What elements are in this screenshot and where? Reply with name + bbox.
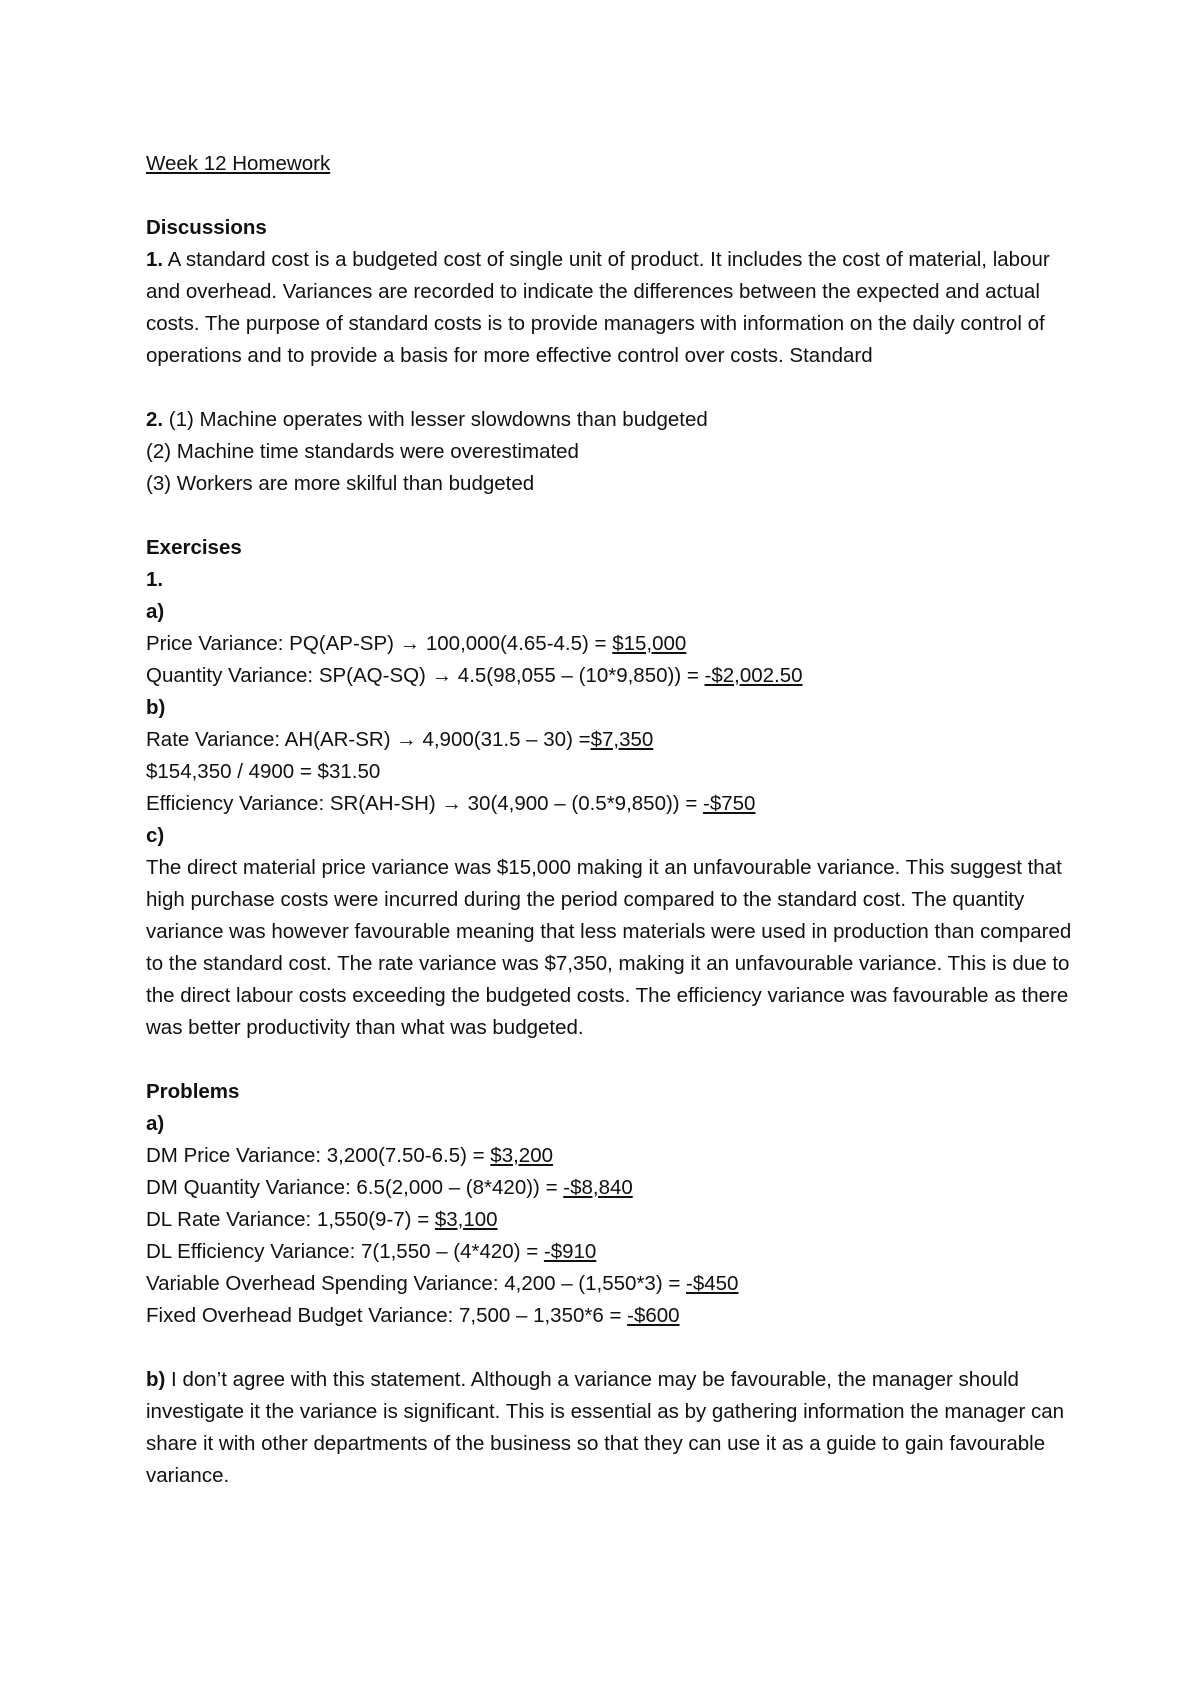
problem-row-text: DM Price Variance: 3,200(7.50-6.5) = bbox=[146, 1144, 491, 1167]
exercise-part-b-label: b) bbox=[146, 696, 166, 719]
problem-row-result: -$600 bbox=[627, 1304, 680, 1327]
problem-part-a-label: a) bbox=[146, 1112, 165, 1135]
discussion-2-line-1-text: (1) Machine operates with lesser slowdowns than budgeted bbox=[163, 408, 708, 431]
spacer bbox=[146, 500, 1076, 532]
problem-row-text: Fixed Overhead Budget Variance: 7,500 – 1,350*6 = bbox=[146, 1304, 628, 1327]
spacer bbox=[146, 372, 1076, 404]
efficiency-variance-line bbox=[146, 788, 1076, 820]
problem-row bbox=[146, 1236, 1076, 1268]
arrow-icon: → bbox=[441, 792, 462, 815]
exercise-part-a-label: a) bbox=[146, 600, 165, 623]
problem-row bbox=[146, 1140, 1076, 1172]
problem-row-text: DL Rate Variance: 1,550(9-7) = bbox=[146, 1208, 435, 1231]
exercises-heading: Exercises bbox=[146, 536, 242, 559]
document-page bbox=[146, 148, 1076, 1492]
problem-row bbox=[146, 1300, 1076, 1332]
price-variance-result: $15,000 bbox=[612, 632, 687, 655]
efficiency-variance-result: -$750 bbox=[703, 792, 756, 815]
rate-variance-line bbox=[146, 724, 1076, 756]
efficiency-variance-calc: 30(4,900 – (0.5*9,850)) = bbox=[461, 792, 703, 815]
problem-row-result: $3,200 bbox=[490, 1144, 553, 1167]
arrow-icon: → bbox=[396, 728, 417, 751]
title-text: Week 12 Homework bbox=[146, 152, 331, 175]
problem-row-result: -$910 bbox=[543, 1240, 597, 1263]
rate-variance-result: $7,350 bbox=[590, 728, 654, 751]
discussion-2-number: 2. bbox=[146, 408, 164, 431]
discussion-answer-1 bbox=[146, 244, 1076, 372]
discussion-answer-2-line-1 bbox=[146, 404, 1076, 436]
quantity-variance-result: -$2,002.50 bbox=[704, 664, 803, 687]
spacer bbox=[146, 180, 1076, 212]
document-title bbox=[146, 148, 1076, 180]
problems-heading: Problems bbox=[146, 1080, 240, 1103]
problem-part-b bbox=[146, 1364, 1076, 1492]
arrow-icon: → bbox=[399, 632, 421, 655]
rate-calculation-note: $154,350 / 4900 = $31.50 bbox=[146, 760, 381, 783]
problem-row-result: $3,100 bbox=[434, 1208, 498, 1231]
rate-variance-formula: Rate Variance: AH(AR-SR) bbox=[146, 728, 397, 751]
problem-row-text: DM Quantity Variance: 6.5(2,000 – (8*420)) = bbox=[146, 1176, 564, 1199]
problem-row bbox=[146, 1172, 1076, 1204]
quantity-variance-line bbox=[146, 660, 1076, 692]
problem-row-result: -$8,840 bbox=[563, 1176, 633, 1199]
price-variance-calc: 100,000(4.65-4.5) = bbox=[420, 632, 613, 655]
problem-part-b-text: I don’t agree with this statement. Although a variance may be favourable, the manager should investigate it the variance is significant. This is essential as by gathering information the manager can share it with other departments of the business so that they can use it as a guide to gain favourable variance. bbox=[146, 1368, 1065, 1487]
spacer bbox=[146, 1332, 1076, 1364]
price-variance-line bbox=[146, 628, 1076, 660]
exercise-part-c-text: The direct material price variance was $15,000 making it an unfavourable variance. This suggest that high purchase costs were incurred during the period compared to the standard cost. The quantity variance was however favourable meaning that less materials were used in production than compared to the standard cost. The rate variance was $7,350, making it an unfavourable variance. This is due to the direct labour costs exceeding the budgeted costs. The efficiency variance was favourable as there was better productivity than what was budgeted. bbox=[146, 856, 1072, 1039]
discussions-heading: Discussions bbox=[146, 216, 267, 239]
spacer bbox=[146, 1044, 1076, 1076]
discussion-answer-2-line-2: (2) Machine time standards were overestimated bbox=[146, 440, 579, 463]
discussion-1-text: A standard cost is a budgeted cost of single unit of product. It includes the cost of material, labour and overhead. Variances are recorded to indicate the differences between the expected and actual costs. The purpose of standard costs is to provide managers with information on the daily control of operations and to provide a basis for more effective control over costs. Standard bbox=[146, 248, 1050, 367]
price-variance-formula: Price Variance: PQ(AP-SP) bbox=[146, 632, 400, 655]
rate-variance-calc: 4,900(31.5 – 30) = bbox=[416, 728, 591, 751]
problem-row bbox=[146, 1268, 1076, 1300]
problem-row-text: Variable Overhead Spending Variance: 4,200 – (1,550*3) = bbox=[146, 1272, 687, 1295]
arrow-icon: → bbox=[431, 664, 453, 687]
problem-part-b-label: b) bbox=[146, 1368, 166, 1391]
problem-row bbox=[146, 1204, 1076, 1236]
efficiency-variance-formula: Efficiency Variance: SR(AH-SH) bbox=[146, 792, 442, 815]
exercise-1-number: 1. bbox=[146, 568, 164, 591]
quantity-variance-formula: Quantity Variance: SP(AQ-SQ) bbox=[146, 664, 432, 687]
discussion-answer-2-line-3: (3) Workers are more skilful than budgeted bbox=[146, 472, 535, 495]
quantity-variance-calc: 4.5(98,055 – (10*9,850)) = bbox=[452, 664, 705, 687]
problem-row-text: DL Efficiency Variance: 7(1,550 – (4*420) = bbox=[146, 1240, 544, 1263]
exercise-part-c-label: c) bbox=[146, 824, 165, 847]
discussion-1-number: 1. bbox=[146, 248, 164, 271]
problem-row-result: -$450 bbox=[686, 1272, 739, 1295]
